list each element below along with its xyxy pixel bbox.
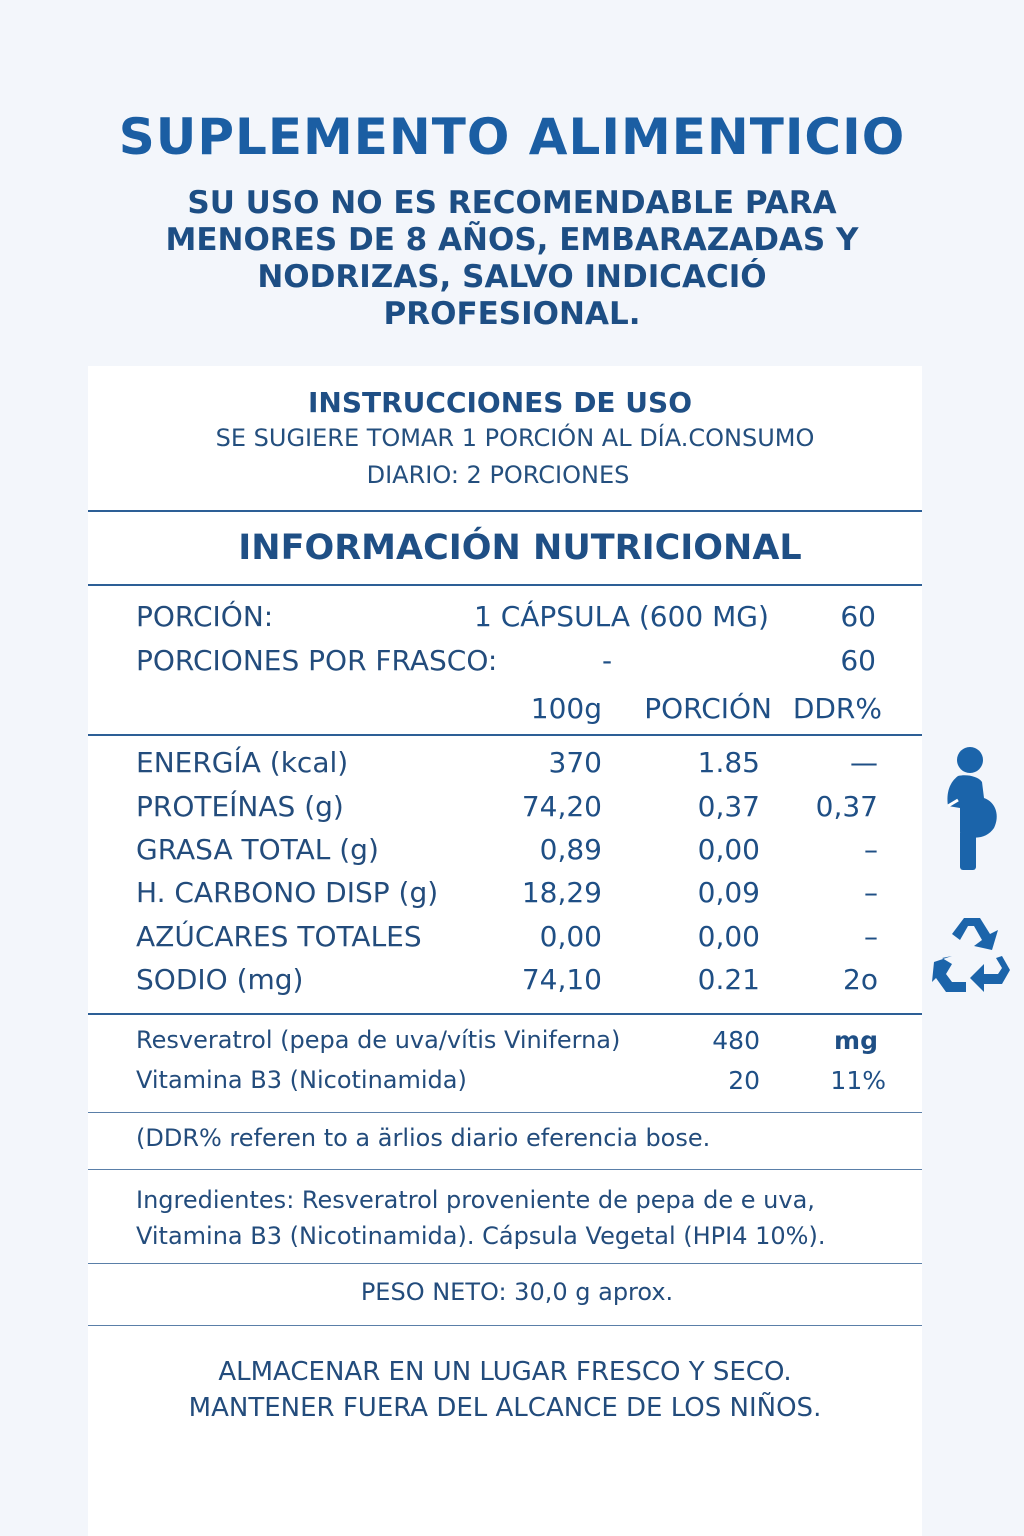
nutrient-label: PROTEÍNAS (g) xyxy=(136,790,344,823)
extra-value: 480 xyxy=(712,1026,760,1055)
net-weight: PESO NETO: 30,0 g aprox. xyxy=(360,1278,674,1306)
nutrient-row xyxy=(88,876,922,916)
column-header-portion: PORCIÓN xyxy=(644,692,772,725)
divider xyxy=(88,1263,922,1264)
ingredients-text xyxy=(136,1182,916,1254)
storage-text xyxy=(0,1354,1010,1426)
warning-text xyxy=(0,185,1024,333)
nutrient-value-portion: 1.85 xyxy=(697,746,760,779)
nutrient-value-portion: 0.21 xyxy=(697,963,760,996)
nutrient-value-100g: 74,10 xyxy=(521,963,602,996)
divider xyxy=(88,1325,922,1326)
per-bottle-label: PORCIONES POR FRASCO: xyxy=(136,644,498,677)
recycle-icon xyxy=(930,912,1014,1000)
nutrient-value-ddr: — xyxy=(850,746,878,779)
ingredients-line: Ingredientes: Resveratrol proveniente de pepa de e uva, xyxy=(136,1186,815,1214)
warning-line: PROFESIONAL. xyxy=(383,296,641,332)
nutrient-row xyxy=(88,790,922,830)
instructions-line: DIARIO: 2 PORCIONES xyxy=(366,461,630,489)
nutrient-label: SODIO (mg) xyxy=(136,963,304,996)
nutrition-title: INFORMACIÓN NUTRICIONAL xyxy=(238,528,802,568)
per-bottle-count: 60 xyxy=(840,644,876,677)
extra-row xyxy=(88,1026,922,1066)
nutrient-value-ddr: – xyxy=(864,920,878,953)
extra-unit: mg xyxy=(834,1026,878,1055)
nutrient-value-portion: 0,37 xyxy=(697,790,760,823)
nutrient-label: ENERGÍA (kcal) xyxy=(136,746,349,779)
per-bottle-value: - xyxy=(602,644,613,677)
nutrient-value-ddr: – xyxy=(864,833,878,866)
nutrient-row xyxy=(88,746,922,786)
nutrient-value-100g: 0,00 xyxy=(539,920,602,953)
nutrient-value-100g: 370 xyxy=(548,746,602,779)
extra-unit: 11% xyxy=(830,1066,886,1095)
column-header-ddr: DDR% xyxy=(792,692,882,725)
page-title: SUPLEMENTO ALIMENTICIO xyxy=(118,108,906,166)
nutrient-value-100g: 18,29 xyxy=(521,876,602,909)
nutrient-value-portion: 0,00 xyxy=(697,833,760,866)
divider xyxy=(88,1169,922,1170)
extra-label: Resveratrol (pepa de uva/vítis Viniferna) xyxy=(136,1026,621,1054)
nutrient-value-portion: 0,00 xyxy=(697,920,760,953)
storage-line: ALMACENAR EN UN LUGAR FRESCO Y SECO. xyxy=(218,1357,792,1387)
nutrient-row xyxy=(88,920,922,960)
portion-value: 1 CÁPSULA (600 MG) xyxy=(474,600,769,633)
instructions-title: INSTRUCCIONES DE USO xyxy=(307,386,693,419)
ingredients-line: Vitamina B3 (Nicotinamida). Cápsula Vegetal (HPI4 10%). xyxy=(136,1222,826,1250)
extra-label: Vitamina B3 (Nicotinamida) xyxy=(136,1066,467,1094)
warning-line: MENORES DE 8 AÑOS, EMBARAZADAS Y xyxy=(165,222,859,258)
nutrient-value-ddr: – xyxy=(864,876,878,909)
nutrient-value-100g: 0,89 xyxy=(539,833,602,866)
portion-row xyxy=(88,600,922,640)
warning-line: SU USO NO ES RECOMENDABLE PARA xyxy=(187,185,837,221)
nutrient-label: AZÚCARES TOTALES xyxy=(136,920,422,953)
instructions-line: SE SUGIERE TOMAR 1 PORCIÓN AL DÍA.CONSUMO xyxy=(215,424,815,452)
portion-label: PORCIÓN: xyxy=(136,600,274,633)
ddr-note: (DDR% referen to a ärlios diario eferencia bose. xyxy=(136,1124,711,1152)
divider xyxy=(88,584,922,586)
warning-line: NODRIZAS, SALVO INDICACIÓ xyxy=(257,259,767,295)
nutrient-label: H. CARBONO DISP (g) xyxy=(136,876,439,909)
per-bottle-row xyxy=(88,644,922,684)
pregnant-woman-icon xyxy=(940,744,1004,878)
divider xyxy=(88,510,922,512)
nutrient-value-ddr: 2o xyxy=(843,963,878,996)
nutrient-value-portion: 0,09 xyxy=(697,876,760,909)
nutrient-row xyxy=(88,963,922,1003)
divider xyxy=(88,1013,922,1015)
storage-line: MANTENER FUERA DEL ALCANCE DE LOS NIÑOS. xyxy=(188,1393,822,1423)
divider xyxy=(88,734,922,736)
nutrient-label: GRASA TOTAL (g) xyxy=(136,833,379,866)
column-headers xyxy=(88,692,922,732)
extra-value: 20 xyxy=(728,1066,760,1095)
portion-count: 60 xyxy=(840,600,876,633)
nutrient-value-ddr: 0,37 xyxy=(815,790,878,823)
nutrient-row xyxy=(88,833,922,873)
divider xyxy=(88,1112,922,1113)
column-header-100g: 100g xyxy=(530,692,602,725)
nutrient-value-100g: 74,20 xyxy=(521,790,602,823)
extra-row xyxy=(88,1066,922,1106)
